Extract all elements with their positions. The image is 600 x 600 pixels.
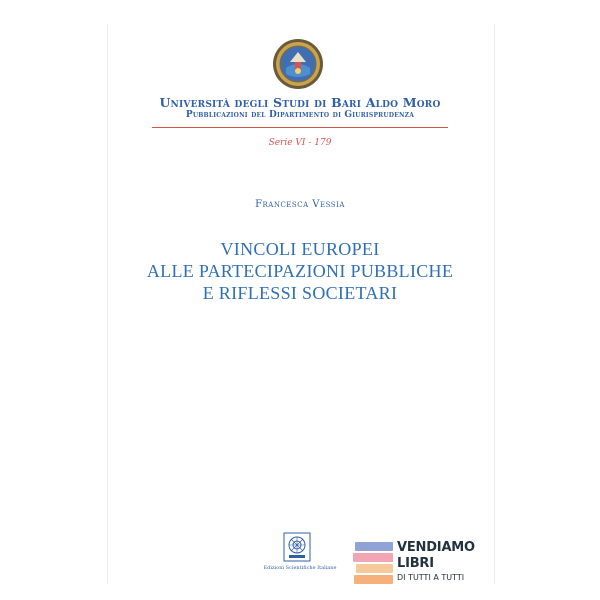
stacked-books-icon [353,538,395,588]
series-label: Serie VI - 179 [268,138,332,148]
book-title [0,238,600,304]
seller-badge [353,538,493,590]
title-line: E RIFLESSI SOCIETARI [202,283,398,303]
title-line: ALLE PARTECIPAZIONI PUBBLICHE [146,261,454,281]
badge-line-vendiamo: VENDIAMO [397,540,475,555]
badge-line-libri: LIBRI [397,556,434,571]
publisher-logo-icon [283,532,311,562]
header-divider [152,127,448,128]
university-seal-icon [272,38,324,90]
department-name: Pubblicazioni del Dipartimento di Giurisprudenza [185,110,415,120]
title-line: VINCOLI EUROPEI [220,239,380,259]
university-name: Università degli Studi di Bari Aldo Moro [159,95,441,110]
author-name: Francesca Vessia [255,199,345,210]
badge-tagline: DI TUTTI A TUTTI [397,573,465,582]
publisher-name: Edizioni Scientifiche Italiane [263,565,337,571]
